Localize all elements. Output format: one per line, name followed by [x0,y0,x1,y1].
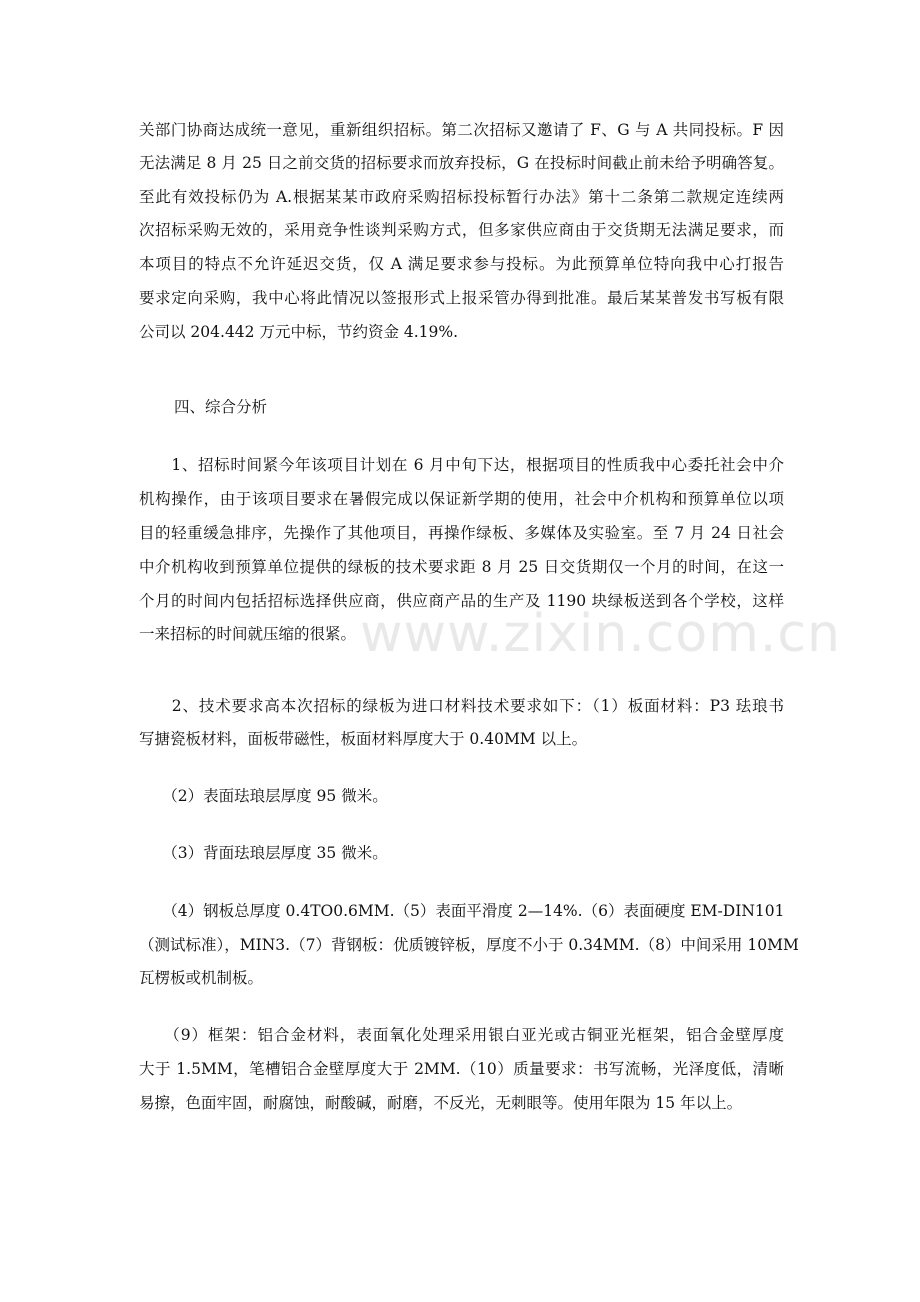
paragraph-1-line: 关部门协商达成统一意见，重新组织招标。第二次招标又邀请了 F、G 与 A 共同投标。F 因 [139,121,784,139]
paragraph-3-line: 个月的时间内包括招标选择供应商，供应商产品的生产及 1190 块绿板送到各个学校，这样 [139,592,784,610]
paragraph-4-line: 写搪瓷板材料，面板带磁性，板面材料厚度大于 0.40MM 以上。 [139,730,588,748]
paragraph-7-line: （4）钢板总厚度 0.4TO0.6MM.（5）表面平滑度 2—14%.（6）表面硬度 EM-DIN101 [139,902,785,920]
paragraph-1-line: 公司以 204.442 万元中标，节约资金 4.19%. [139,323,459,341]
paragraph-7-line: 瓦楞板或机制板。 [139,969,264,987]
paragraph-8-line: （9）框架：铝合金材料，表面氧化处理采用银白亚光或古铜亚光框架，铝合金壁厚度 [139,1026,784,1044]
paragraph-1-line: 次招标采购无效的，采用竞争性谈判采购方式，但多家供应商由于交货期无法满足要求，而 [139,221,784,239]
paragraph-3-line: 1、招标时间紧今年该项目计划在 6 月中旬下达，根据项目的性质我中心委托社会中介 [139,456,784,474]
paragraph-8-line: 大于 1.5MM，笔槽铝合金壁厚度大于 2MM.（10）质量要求：书写流畅，光泽度低，清晰 [139,1060,784,1078]
paragraph-6-line: （3）背面珐琅层厚度 35 微米。 [139,844,388,862]
paragraph-8-line: 易擦，色面牢固，耐腐蚀，耐酸碱，耐磨，不反光，无刺眼等。使用年限为 15 年以上。 [139,1094,743,1112]
paragraph-3-line: 机构操作，由于该项目要求在暑假完成以保证新学期的使用，社会中介机构和预算单位以项 [139,490,784,508]
paragraph-1-line: 无法满足 8 月 25 日之前交货的招标要求而放弃投标，G 在投标时间截止前未给予明确答复。 [139,154,784,172]
watermark: www.zixin.com.cn [360,604,841,664]
paragraph-3-line: 目的轻重缓急排序，先操作了其他项目，再操作绿板、多媒体及实验室。至 7 月 24 日社会 [139,524,784,542]
paragraph-7-line: （测试标准），MIN3.（7）背钢板：优质镀锌板，厚度不小于 0.34MM.（8）中间采用 10MM [139,936,799,954]
paragraph-3-line: 中介机构收到预算单位提供的绿板的技术要求距 8 月 25 日交货期仅一个月的时间，在这一 [139,558,784,576]
paragraph-3-line: 一来招标的时间就压缩的很紧。 [139,625,357,643]
paragraph-1-line: 至此有效投标仍为 A.根据某某市政府采购招标投标暂行办法》第十二条第二款规定连续两 [139,188,784,206]
paragraph-5-line: （2）表面珐琅层厚度 95 微米。 [139,787,388,805]
paragraph-1-line: 要求定向采购，我中心将此情况以签报形式上报采管办得到批准。最后某某普发书写板有限 [139,289,784,307]
paragraph-1-line: 本项目的特点不允许延迟交货，仅 A 满足要求参与投标。为此预算单位特向我中心打报告 [139,255,784,273]
paragraph-4-line: 2、技术要求高本次招标的绿板为进口材料技术要求如下：（1）板面材料：P3 珐琅书 [139,697,784,715]
section-heading: 四、综合分析 [174,398,268,416]
